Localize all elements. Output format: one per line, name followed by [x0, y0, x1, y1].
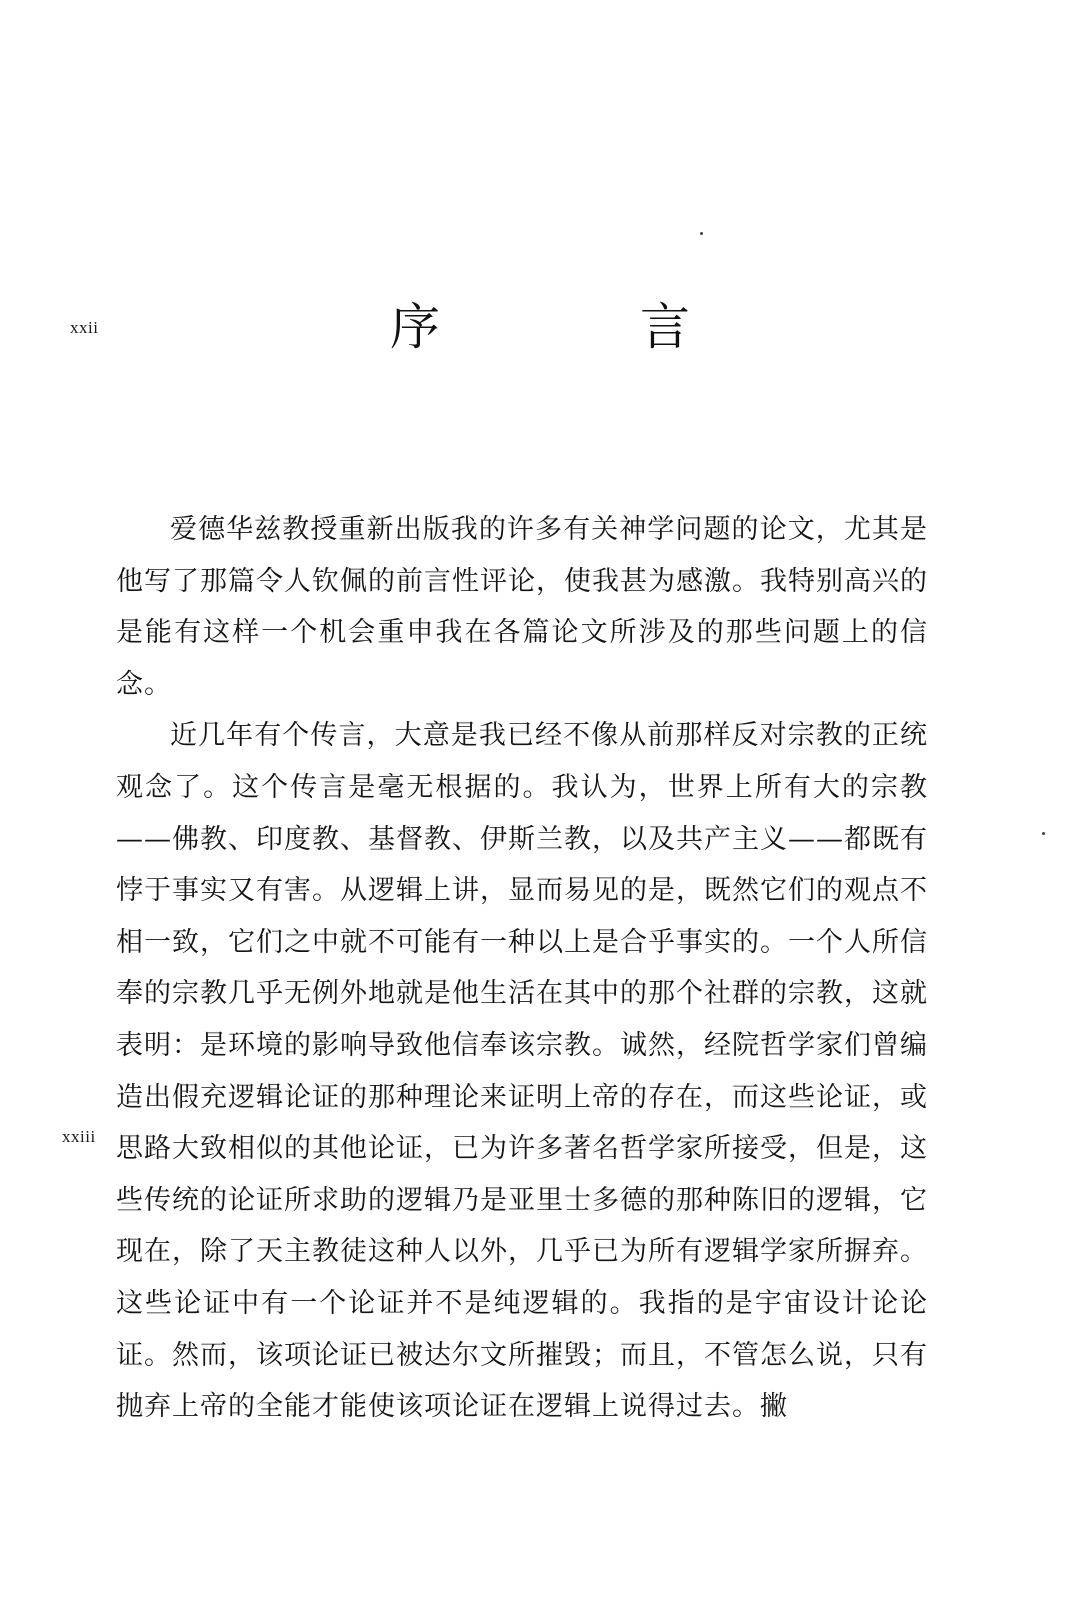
scan-speck	[700, 232, 703, 235]
body-text	[116, 504, 928, 1433]
title-char: 言	[640, 298, 690, 356]
paragraph: 爱德华兹教授重新出版我的许多有关神学问题的论文，尤其是他写了那篇令人钦佩的前言性评论，使我甚为感激。我特别高兴的是能有这样一个机会重申我在各篇论文所涉及的那些问题上的信念。	[116, 514, 928, 700]
page-title	[390, 295, 690, 359]
margin-page-marker: xxii	[70, 318, 99, 337]
scan-speck	[1042, 832, 1045, 835]
paragraph: 近几年有个传言，大意是我已经不像从前那样反对宗教的正统观念了。这个传言是毫无根据的。我认为，世界上所有大的宗教——佛教、印度教、基督教、伊斯兰教，以及共产主义——都既有悖于事实又有害。从逻辑上讲，显而易见的是，既然它们的观点不相一致，它们之中就不可能有一种以上是合乎事实的。一个人所信奉的宗教几乎无例外地就是他生活在其中的那个社群的宗教，这就表明：是环境的影响导致他信奉该宗教。诚然，经院哲学家们曾编造出假充逻辑论证的那种理论来证明上帝的存在，而这些论证，或思路大致相似的其他论证，已为许多著名哲学家所接受，但是，这些传统的论证所求助的逻辑乃是亚里士多德的那种陈旧的逻辑，它现在，除了天主教徒这种人以外，几乎已为所有逻辑学家所摒弃。这些论证中有一个论证并不是纯逻辑的。我指的是宇宙设计论论证。然而，该项论证已被达尔文所摧毁；而且，不管怎么说，只有抛弃上帝的全能才能使该项论证在逻辑上说得过去。撇	[116, 720, 928, 1423]
margin-page-marker: xxiii	[62, 1127, 96, 1146]
title-char: 序	[390, 298, 440, 356]
